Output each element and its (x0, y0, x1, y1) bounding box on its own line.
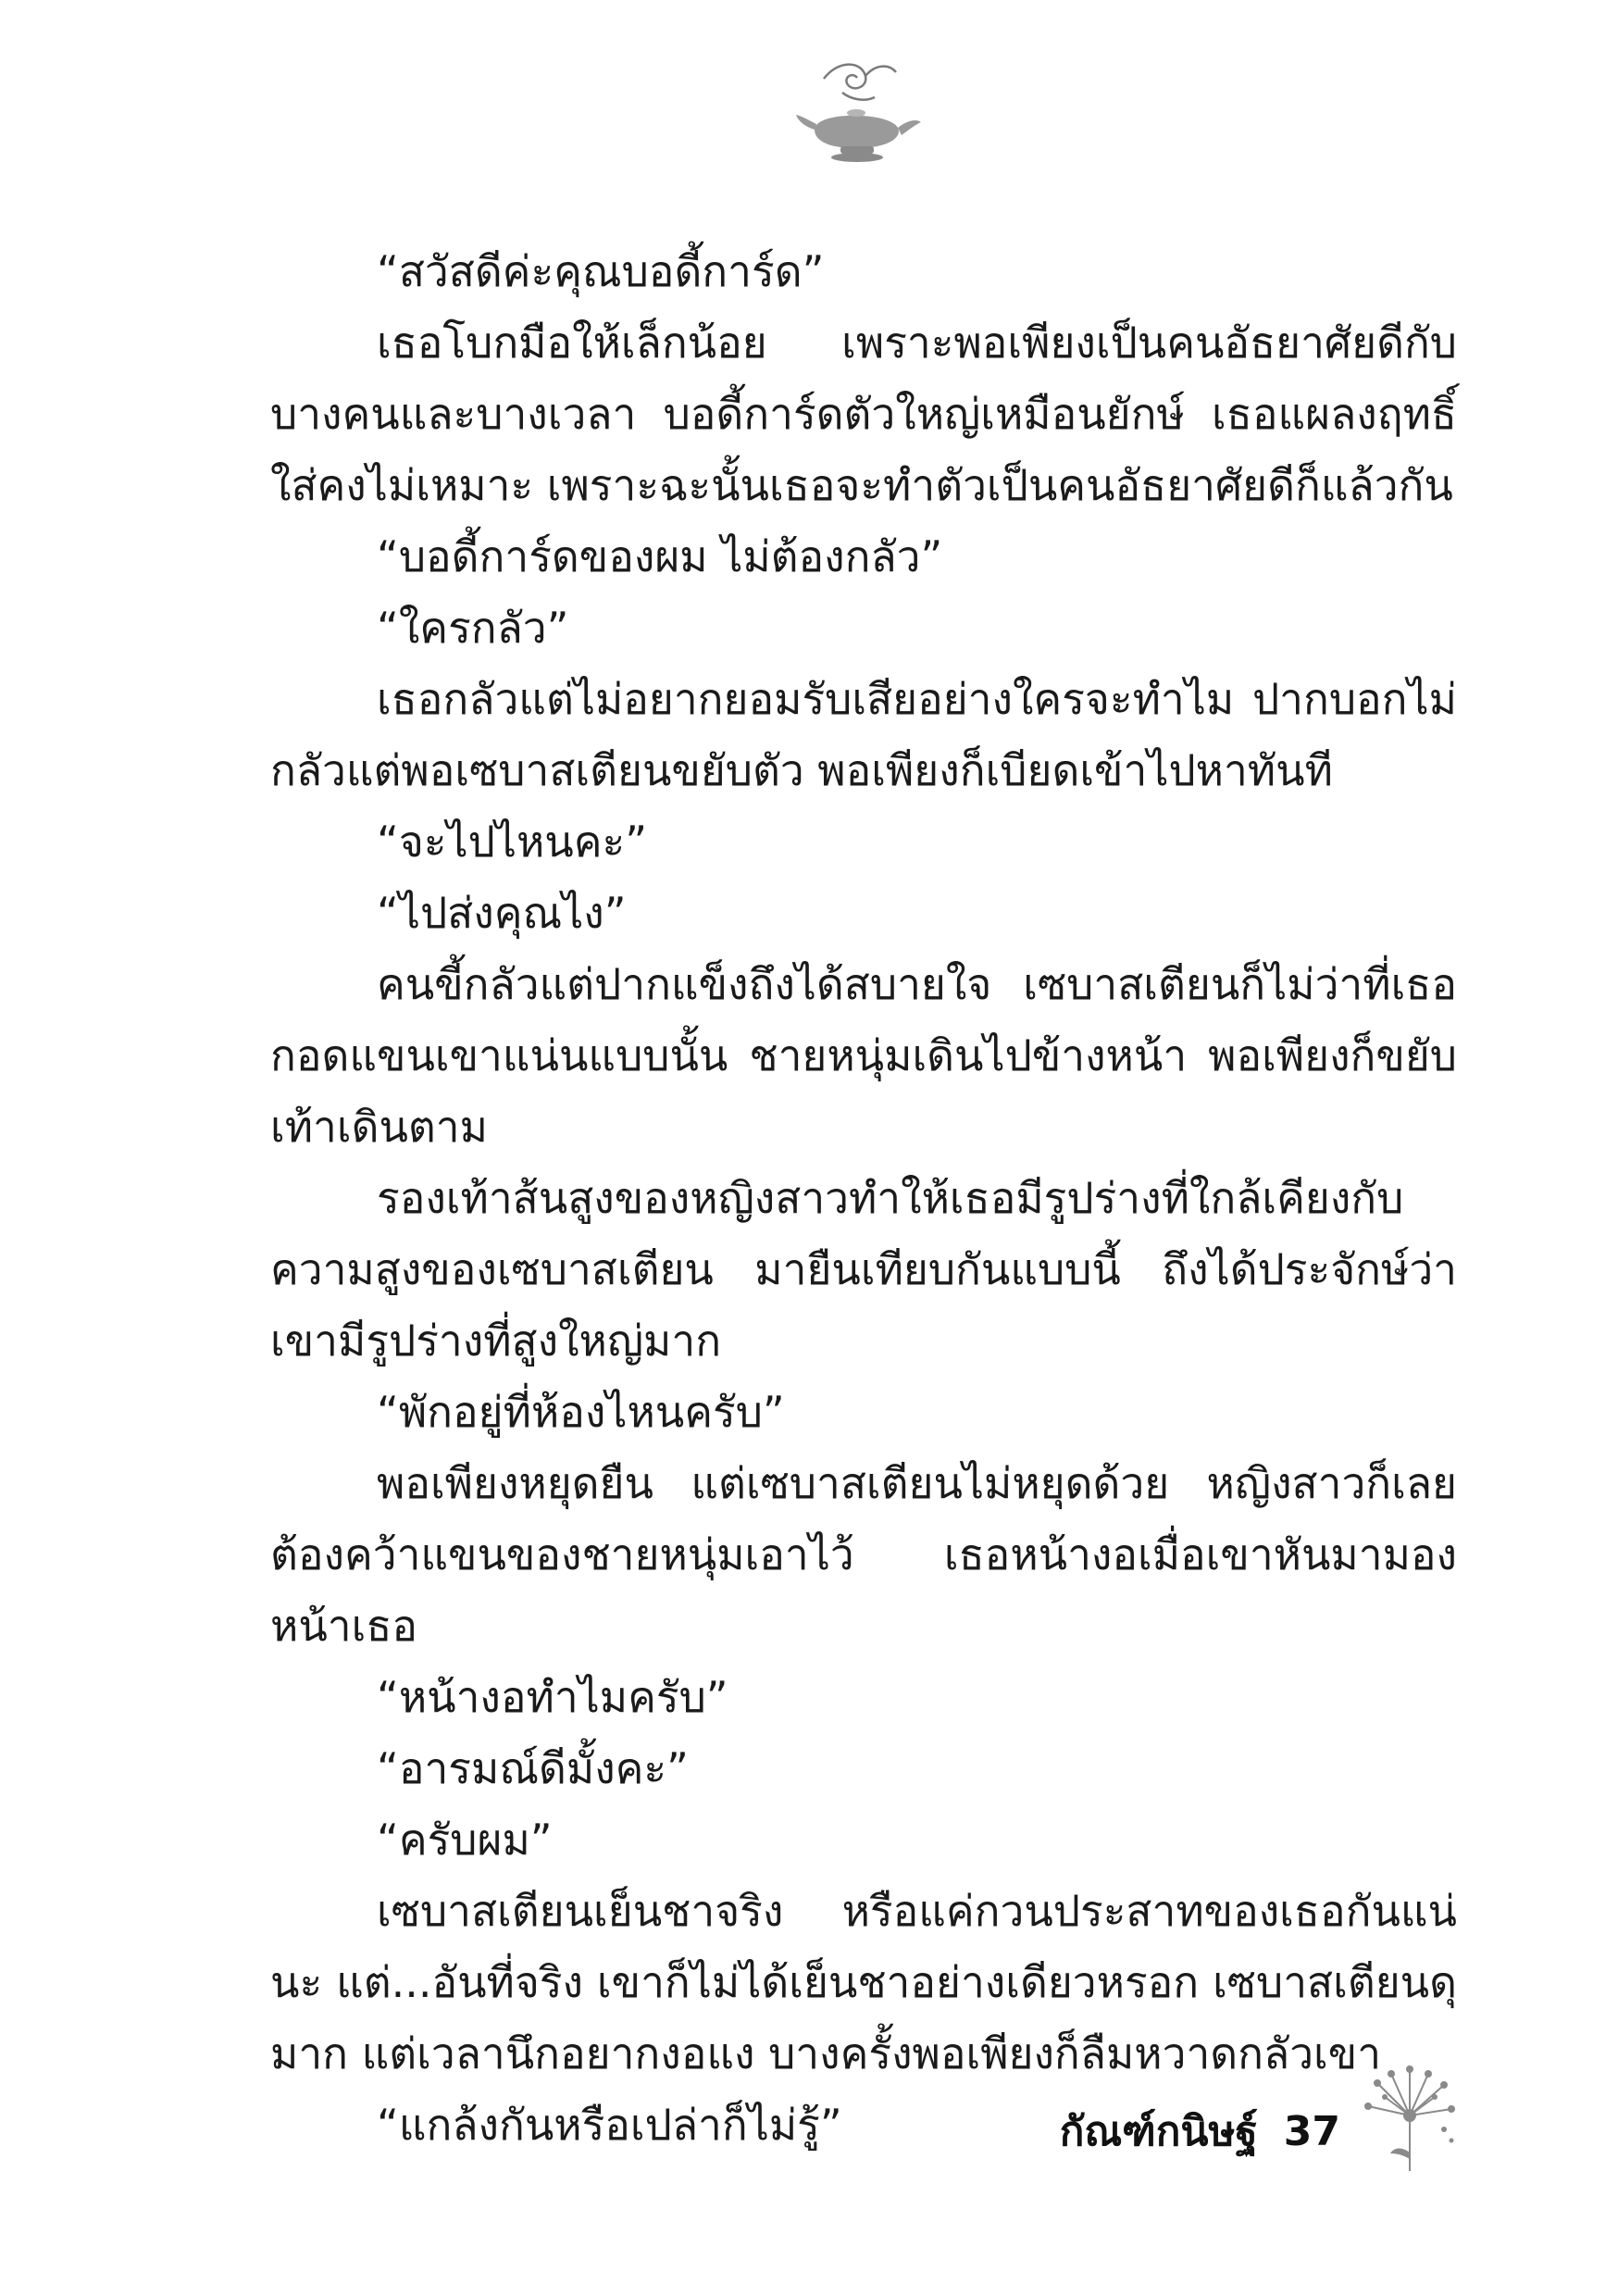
paragraph: รองเท้าส้นสูงของหญิงสาวทำให้เธอมีรูปร่างที่ใกล้เคียงกับความสูงของเซบาสเตียน มายืนเทียบกันแบบนี้ ถึงได้ประจักษ์ว่าเขามีรูปร่างที่สูงใหญ่มาก (270, 1173, 1457, 1366)
page-number: 37 (1283, 2107, 1340, 2155)
paragraph: “บอดี้การ์ดของผม ไม่ต้องกลัว” (377, 531, 943, 581)
paragraph: “ครับผม” (377, 1815, 553, 1865)
paragraph: “ไปส่งคุณไง” (377, 888, 627, 938)
paragraph: เธอกลัวแต่ไม่อยากยอมรับเสียอย่างใครจะทำไม ปากบอกไม่กลัวแต่พอเซบาสเตียนขยับตัว พอเพียงก็เบียดเข้าไปหาทันที (270, 674, 1457, 795)
paragraph: พอเพียงหยุดยืน แต่เซบาสเตียนไม่หยุดด้วย หญิงสาวก็เลยต้องคว้าแขนของชายหนุ่มเอาไว้ เธอหน้างอเมื่อเขาหันมามองหน้าเธอ (270, 1458, 1457, 1651)
genie-lamp-icon (787, 56, 926, 167)
footer-author: กัณฑ์กนิษฐ์ (1059, 2108, 1258, 2155)
paragraph: “แกล้งกันหรือเปล่าก็ไม่รู้” (377, 2100, 842, 2150)
paragraph: เธอโบกมือให้เล็กน้อย เพราะพอเพียงเป็นคนอัธยาศัยดีกับบางคนและบางเวลา บอดี้การ์ดตัวใหญ่เหมือนยักษ์ เธอแผลงฤทธิ์ใส่คงไม่เหมาะ เพราะฉะนั้นเธอจะทำตัวเป็นคนอัธยาศัยดีก็แล้วกัน (270, 318, 1457, 510)
paragraph: “พักอยู่ที่ห้องไหนครับ” (377, 1387, 785, 1437)
paragraph: “จะไปไหนคะ” (377, 817, 648, 867)
paragraph: เซบาสเตียนเย็นชาจริง หรือแค่กวนประสาทของเธอกันแน่นะ แต่...อันที่จริง เขาก็ไม่ได้เย็นชาอย่างเดียวหรอก เซบาสเตียนดุมาก แต่เวลานึกอยากงอแง บางครั้งพอเพียงก็ลืมหวาดกลัวเขา (270, 1886, 1457, 2078)
paragraph: “สวัสดีค่ะคุณบอดี้การ์ด” (377, 246, 825, 296)
paragraph: “หน้างอทำไมครับ” (377, 1672, 728, 1722)
page-footer (1060, 2094, 1340, 2168)
body-text (270, 236, 1457, 2161)
paragraph: “ใครกลัว” (377, 603, 569, 653)
paragraph: “อารมณ์ดีมั้งคะ” (377, 1743, 689, 1793)
paragraph: คนขี้กลัวแต่ปากแข็งถึงได้สบายใจ เซบาสเตียนก็ไม่ว่าที่เธอกอดแขนเขาแน่นแบบนั้น ชายหนุ่มเดินไปข้างหน้า พอเพียงก็ขยับเท้าเดินตาม (270, 959, 1457, 1152)
dandelion-icon (1359, 2065, 1461, 2176)
